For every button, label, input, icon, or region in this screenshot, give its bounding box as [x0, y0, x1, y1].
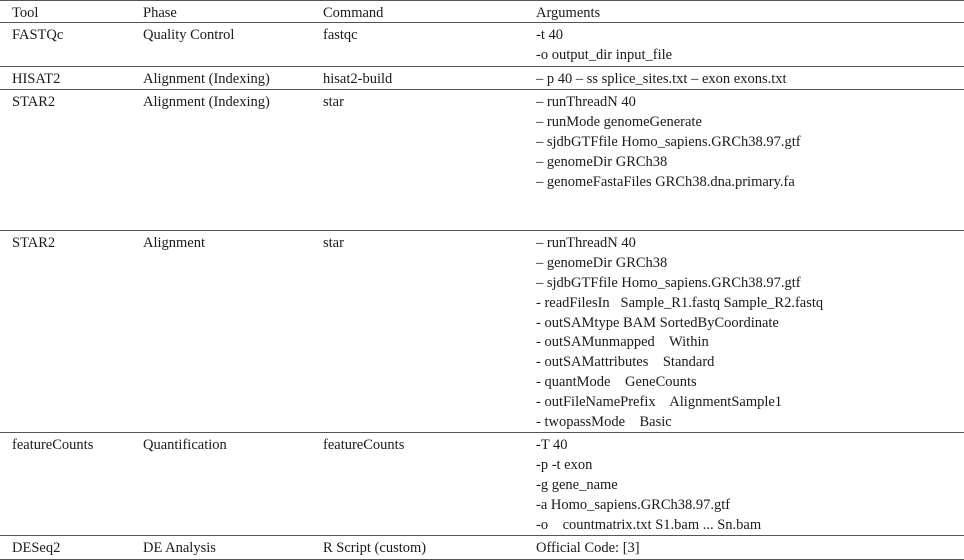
table-header [0, 1, 964, 23]
argument-line: - outSAMtype BAM SortedByCoordinate [536, 314, 779, 331]
table-row [0, 433, 964, 536]
table-row [0, 90, 964, 231]
cell-command: featureCounts [311, 433, 524, 536]
argument-line: -p -t exon [536, 457, 593, 474]
header-arguments: Arguments [524, 1, 964, 23]
argument-line: -g gene_name [536, 476, 618, 493]
cell-tool: STAR2 [0, 90, 131, 231]
cell-tool: HISAT2 [0, 66, 131, 90]
argument-line: -t 40 [536, 27, 563, 43]
table-row [0, 23, 964, 67]
argument-line: - outFileNamePrefix AlignmentSample1 [536, 393, 783, 410]
header-phase: Phase [131, 1, 311, 23]
argument-line: – runThreadN 40 [536, 94, 636, 111]
argument-line: - outSAMattributes Standard [536, 354, 715, 371]
cell-command: star [311, 90, 524, 231]
argument-line: -o countmatrix.txt S1.bam ... Sn.bam [536, 516, 762, 533]
argument-line: – genomeDir GRCh38 [536, 153, 668, 170]
argument-line: – genomeFastaFiles GRCh38.dna.primary.fa [536, 173, 795, 190]
cell-arguments [524, 90, 964, 231]
cell-phase: Alignment (Indexing) [131, 66, 311, 90]
argument-line: -o output_dir input_file [536, 46, 673, 63]
argument-line: – sjdbGTFfile Homo_sapiens.GRCh38.97.gtf [536, 133, 801, 150]
table-row [0, 536, 964, 560]
cell-tool: featureCounts [0, 433, 131, 536]
cell-command: star [311, 231, 524, 433]
cell-arguments [524, 23, 964, 67]
cell-command: hisat2-build [311, 66, 524, 90]
argument-line: - twopassMode Basic [536, 413, 672, 430]
argument-line: Official Code: [3] [536, 540, 640, 557]
cell-phase: DE Analysis [131, 536, 311, 560]
cell-arguments [524, 66, 964, 90]
argument-line: -T 40 [536, 437, 568, 454]
cell-tool: STAR2 [0, 231, 131, 433]
cell-phase: Quantification [131, 433, 311, 536]
argument-line: – p 40 – ss splice_sites.txt – exon exons.txt [536, 70, 787, 87]
argument-line: - readFilesIn Sample_R1.fastq Sample_R2.fastq [536, 294, 824, 311]
cell-phase: Quality Control [143, 27, 235, 43]
header-tool: Tool [0, 1, 131, 23]
table-row [0, 66, 964, 90]
argument-line: – sjdbGTFfile Homo_sapiens.GRCh38.97.gtf [536, 274, 801, 291]
cell-command: R Script (custom) [311, 536, 524, 560]
cell-arguments [524, 433, 964, 536]
table-row [0, 231, 964, 433]
cell-arguments [524, 231, 964, 433]
cell-arguments [524, 536, 964, 560]
header-command: Command [311, 1, 524, 23]
argument-line: – runThreadN 40 [536, 235, 636, 252]
cell-phase: Alignment [131, 231, 311, 433]
argument-line: - outSAMunmapped Within [536, 334, 709, 351]
cell-phase: Alignment (Indexing) [131, 90, 311, 231]
argument-line: – runMode genomeGenerate [536, 114, 702, 131]
argument-line: - quantMode GeneCounts [536, 373, 697, 390]
cell-tool: FASTQc [12, 27, 64, 43]
table-body [0, 23, 964, 560]
cell-command: fastqc [323, 27, 358, 43]
argument-line: -a Homo_sapiens.GRCh38.97.gtf [536, 496, 731, 513]
argument-line: – genomeDir GRCh38 [536, 255, 668, 272]
cell-tool: DESeq2 [0, 536, 131, 560]
